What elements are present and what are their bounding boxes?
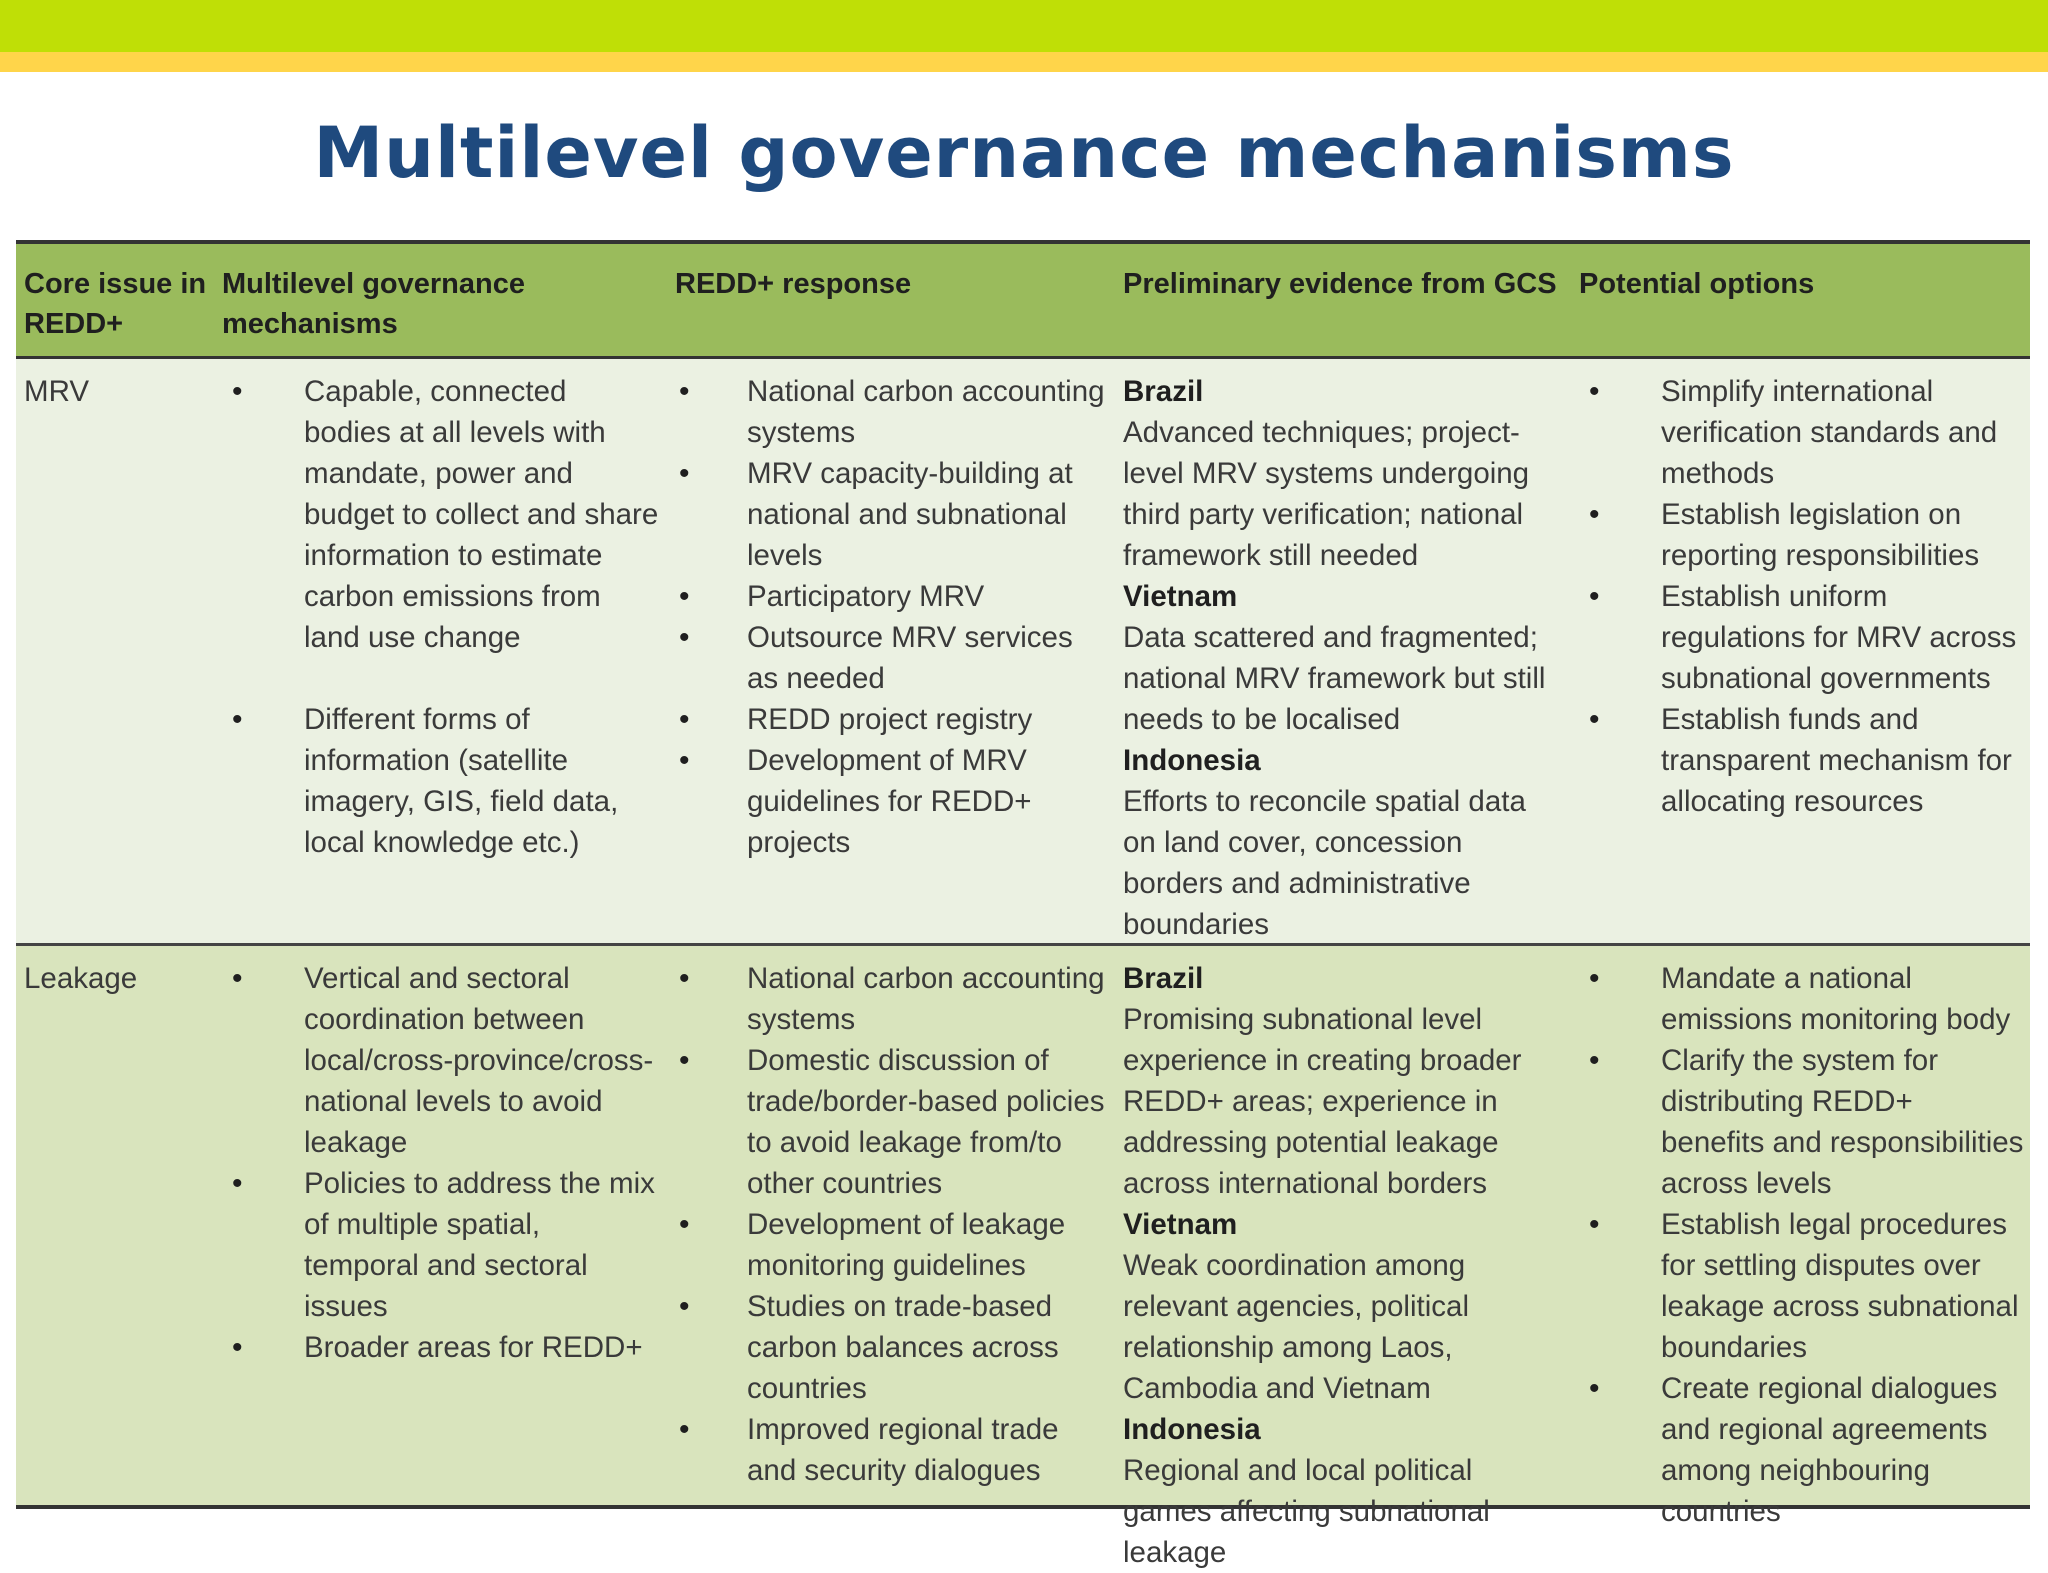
responses-cell: [667, 946, 1115, 1573]
mechanism-item: • Vertical and sectoral coordination between local/cross-province/cross-national levels to avoid leakage: [222, 958, 661, 1163]
evidence-country: Brazil: [1123, 375, 1204, 408]
mechanisms-cell: [214, 359, 667, 945]
option-item: • Mandate a national emissions monitoring body: [1579, 958, 2024, 1040]
table-row-mrv: [16, 359, 2030, 946]
response-item: • National carbon accounting systems: [675, 371, 1109, 453]
evidence-text: Regional and local political games affecting subnational leakage: [1123, 1454, 1490, 1569]
evidence-text: Advanced techniques; project-level MRV systems undergoing third party verification; national framework still needed: [1123, 416, 1530, 572]
evidence-text: Promising subnational level experience in creating broader REDD+ areas; experience in addressing potential leakage across international borders: [1123, 1003, 1522, 1200]
evidence-country: Brazil: [1123, 962, 1204, 995]
mechanism-item: • Policies to address the mix of multiple spatial, temporal and sectoral issues: [222, 1163, 661, 1327]
responses-cell: [667, 359, 1115, 945]
evidence-cell: [1115, 359, 1571, 945]
evidence-country: Vietnam: [1123, 1208, 1238, 1241]
page-title: Multilevel governance mechanisms: [313, 112, 1735, 194]
option-item: • Simplify international verification standards and methods: [1579, 371, 2024, 494]
top-accent-bar: [0, 0, 2048, 52]
evidence-country: Indonesia: [1123, 1413, 1261, 1446]
response-item: • Development of MRV guidelines for REDD+ projects: [675, 740, 1109, 863]
header-options: Potential options: [1579, 268, 1815, 300]
mechanism-item: • Capable, connected bodies at all levels with mandate, power and budget to collect and share information to estimate carbon emissions from land use change: [222, 371, 661, 658]
option-item: • Establish funds and transparent mechanism for allocating resources: [1579, 699, 2024, 822]
option-item: • Establish legislation on reporting responsibilities: [1579, 494, 2024, 576]
table-row-leakage: [16, 946, 2030, 1569]
table-header-row: [16, 244, 2030, 359]
header-redd-response: REDD+ response: [675, 268, 912, 300]
response-item: • Participatory MRV: [675, 576, 1109, 617]
mechanism-item: • Broader areas for REDD+: [222, 1327, 661, 1368]
response-item: • REDD project registry: [675, 699, 1109, 740]
governance-table: [16, 240, 2030, 1569]
response-item: • MRV capacity-building at national and subnational levels: [675, 453, 1109, 576]
mechanism-item: • Different forms of information (satellite imagery, GIS, field data, local knowledge etc.): [222, 699, 661, 863]
options-cell: [1571, 359, 2030, 945]
options-cell: [1571, 946, 2030, 1573]
mechanisms-cell: [214, 946, 667, 1573]
option-item: • Create regional dialogues and regional agreements among neighbouring countries: [1579, 1368, 2024, 1532]
response-item: • National carbon accounting systems: [675, 958, 1109, 1040]
option-item: • Clarify the system for distributing REDD+ benefits and responsibilities across levels: [1579, 1040, 2024, 1204]
header-core-issue: Core issue in REDD+: [24, 268, 207, 340]
evidence-cell: [1115, 946, 1571, 1573]
evidence-country: Indonesia: [1123, 744, 1261, 777]
top-accent-stripe: [0, 52, 2048, 72]
response-item: • Studies on trade-based carbon balances across countries: [675, 1286, 1109, 1409]
response-item: • Domestic discussion of trade/border-based policies to avoid leakage from/to other countries: [675, 1040, 1109, 1204]
response-item: • Development of leakage monitoring guidelines: [675, 1204, 1109, 1286]
core-issue-cell: MRV: [24, 375, 90, 408]
core-issue-cell: Leakage: [24, 962, 138, 995]
evidence-text: Weak coordination among relevant agencies, political relationship among Laos, Cambodia and Vietnam: [1123, 1249, 1470, 1405]
option-item: • Establish uniform regulations for MRV across subnational governments: [1579, 576, 2024, 699]
evidence-country: Vietnam: [1123, 580, 1238, 613]
header-mechanisms: Multilevel governance mechanisms: [222, 268, 525, 340]
evidence-text: Data scattered and fragmented; national MRV framework but still needs to be localised: [1123, 621, 1546, 736]
response-item: • Outsource MRV services as needed: [675, 617, 1109, 699]
response-item: • Improved regional trade and security dialogues: [675, 1409, 1109, 1491]
evidence-text: Efforts to reconcile spatial data on land cover, concession borders and administrative boundaries: [1123, 785, 1526, 941]
header-evidence: Preliminary evidence from GCS: [1123, 268, 1557, 300]
option-item: • Establish legal procedures for settling disputes over leakage across subnational boundaries: [1579, 1204, 2024, 1368]
